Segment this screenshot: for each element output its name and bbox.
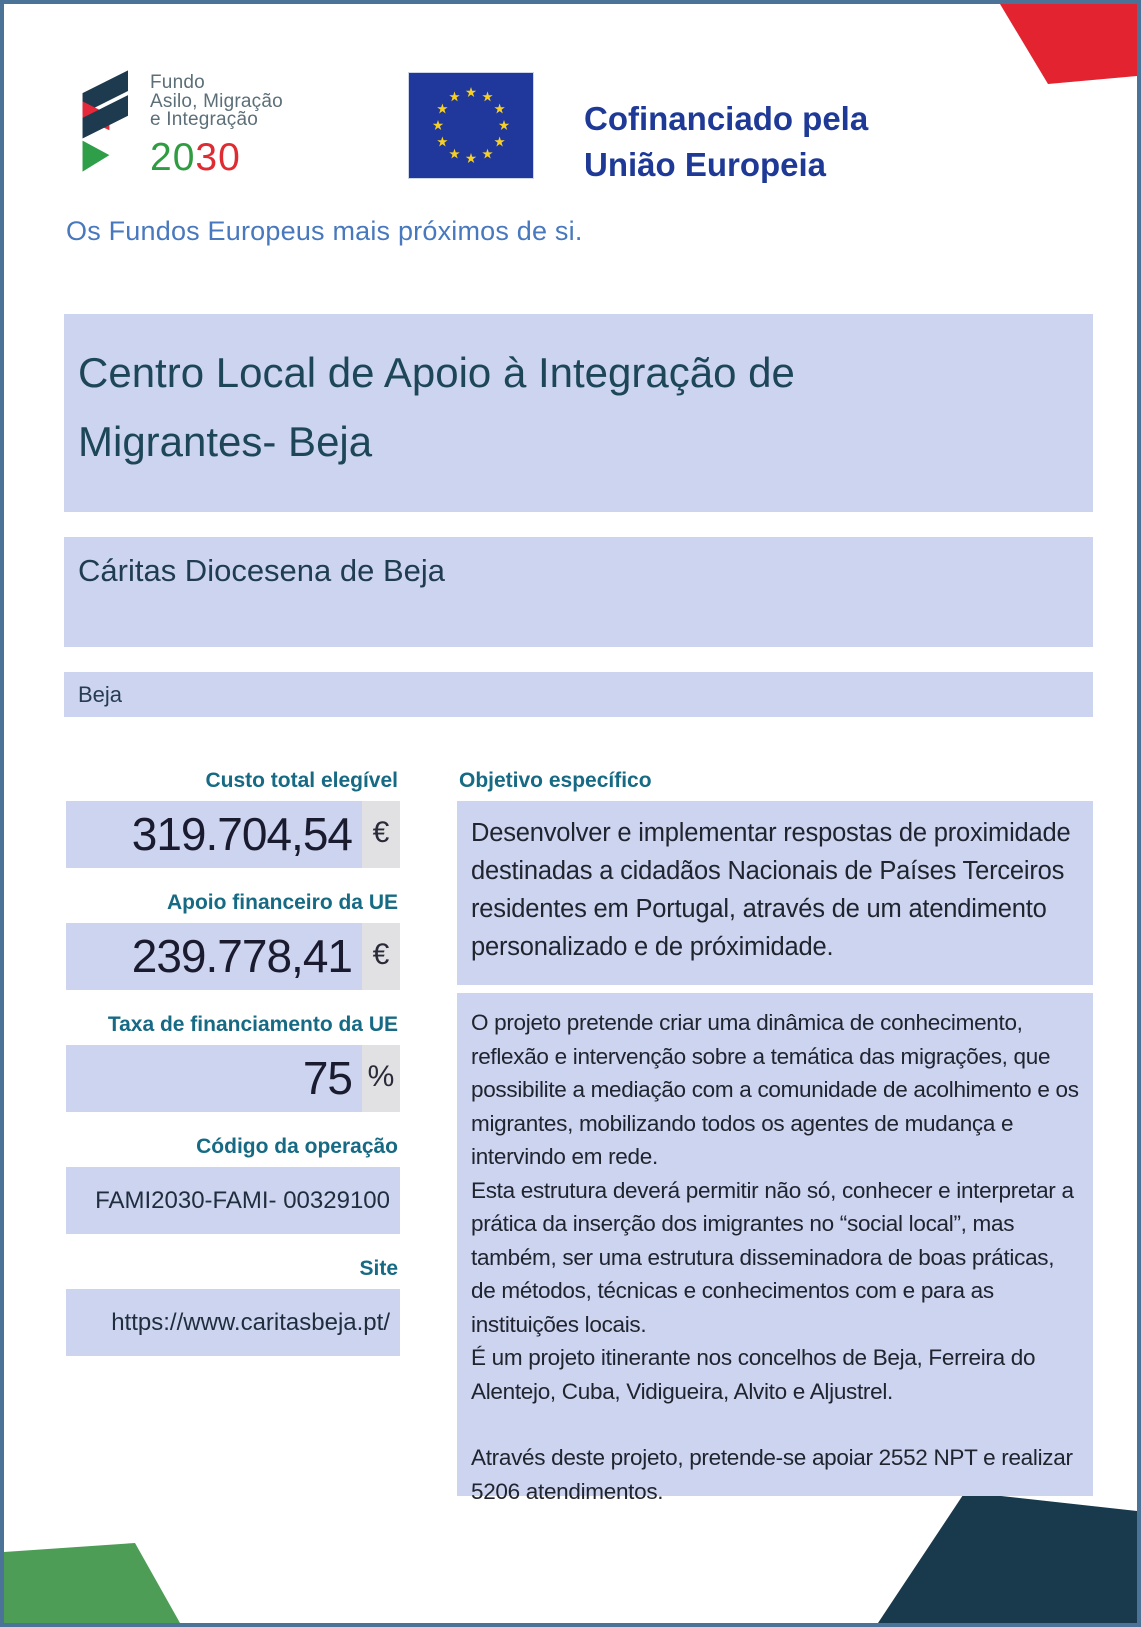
financing-rate-unit: % (362, 1045, 400, 1112)
fami-logo-wordmark (150, 74, 283, 177)
eu-support-unit: € (362, 923, 400, 990)
funds-tagline: Os Fundos Europeus mais próximos de si. (66, 216, 583, 246)
description-paragraph-blank (471, 1408, 1079, 1441)
location-name: Beja (78, 682, 123, 707)
fami-year-20: 20 (150, 135, 196, 179)
site-label: Site (359, 1257, 398, 1280)
project-title-box (64, 314, 1093, 512)
bottom-left-green-shape (4, 1543, 180, 1623)
eu-support-label: Apoio financeiro da UE (166, 891, 398, 914)
description-paragraph: O projeto pretende criar uma dinâmica de conhecimento, reflexão e intervenção sobre a temática das migrações, que possibilite a mediação com a comunidade de acolhimento e os migrantes, mobilizando todos os agentes de mudança e intervindo em rede. (471, 1010, 1079, 1169)
fami-logo-line1: Fundo (150, 72, 205, 93)
project-description-box (457, 993, 1093, 1504)
eu-support-value: 239.778,41 (66, 923, 362, 990)
operation-code-value: FAMI2030-FAMI- 00329100 (66, 1167, 400, 1234)
financing-rate-value: 75 (66, 1045, 362, 1112)
eu-flag (408, 72, 534, 179)
operation-code-label: Código da operação (196, 1135, 398, 1158)
site-url[interactable]: https://www.caritasbeja.pt/ (66, 1289, 400, 1356)
location-box (64, 672, 1093, 717)
eu-caption-line2: União Europeia (584, 146, 827, 183)
bottom-right-dark-shape (878, 1492, 1137, 1623)
fami-logo-year (150, 135, 283, 179)
eu-support-row (66, 923, 400, 990)
beneficiary-name: Cáritas Diocesena de Beja (78, 553, 446, 588)
description-paragraph: Através deste projeto, pretende-se apoiar 2552 NPT e realizar 5206 atendimentos. (471, 1445, 1073, 1504)
financial-details-column (66, 768, 400, 1378)
specific-objective-label: Objetivo específico (459, 769, 652, 792)
total-cost-label: Custo total elegível (205, 769, 398, 792)
description-paragraph: É um projeto itinerante nos concelhos de Beja, Ferreira do Alentejo, Cuba, Vidigueira, Alvito e Aljustrel. (471, 1345, 1036, 1404)
total-cost-unit: € (362, 801, 400, 868)
project-title: Centro Local de Apoio à Integração de Migrantes- Beja (78, 349, 795, 465)
eu-cofinanced-caption (584, 96, 868, 188)
fami-logo-line3: e Integração (150, 109, 259, 130)
description-paragraph: Esta estrutura deverá permitir não só, conhecer e interpretar a prática da inserção dos imigrantes no “social local”, mas também, ser uma estrutura disseminadora de boas práticas, de métodos, técnicas e conhecimentos com e para as instituições locais. (471, 1177, 1074, 1337)
financing-rate-label: Taxa de financiamento da UE (107, 1013, 398, 1036)
top-right-red-shape (1000, 4, 1137, 84)
financing-rate-row (66, 1045, 400, 1112)
specific-objective-text: Desenvolver e implementar respostas de proximidade destinadas a cidadãos Nacionais de Países Terceiros residentes em Portugal, através de um atendimento personalizado e de próximidade. (457, 801, 1093, 985)
fami-year-30: 30 (195, 135, 241, 179)
objective-column (457, 768, 1093, 1504)
beneficiary-box (64, 537, 1093, 647)
fami-2030-logo-icon (66, 70, 128, 174)
fami-logo-line2: Asilo, Migração (150, 90, 283, 112)
total-cost-value: 319.704,54 (66, 801, 362, 868)
total-cost-row (66, 801, 400, 868)
eu-caption-line1: Cofinanciado pela (584, 100, 869, 137)
